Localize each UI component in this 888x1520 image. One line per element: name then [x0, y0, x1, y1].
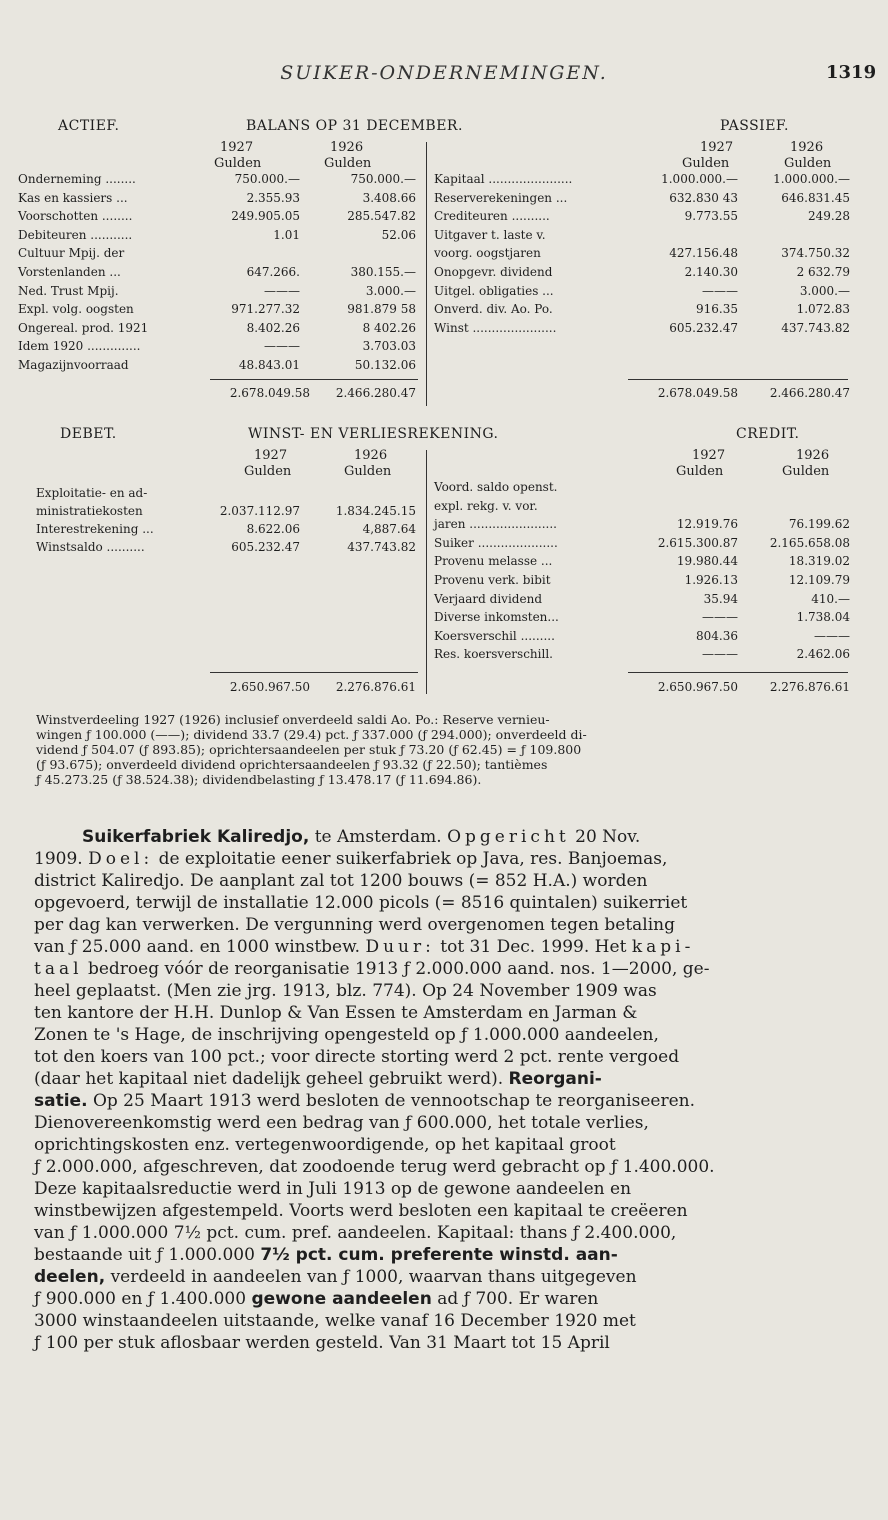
row-value-1926: 1.834.245.15	[335, 504, 416, 518]
body-line: van ƒ 1.000.000 7½ pct. cum. pref. aandeelen. Kapitaal: thans ƒ 2.400.000,	[34, 1223, 677, 1243]
row-value-1927: 605.232.47	[231, 540, 300, 554]
body-line: heel geplaatst. (Men zie jrg. 1913, blz. 774). Op 24 November 1909 was	[34, 981, 657, 1001]
row-value-1926: 8 402.26	[362, 320, 416, 335]
credit-heading: CREDIT.	[736, 426, 800, 442]
row-value-1927: 427.156.48	[669, 246, 738, 261]
row-value-1927: 2.615.300.87	[657, 535, 738, 550]
row-label: Onderneming ........	[18, 172, 136, 186]
row-value-1926: 76.199.62	[788, 517, 850, 532]
row-label: voorg. oogstjaren	[434, 246, 541, 261]
body-line: Suikerfabriek Kaliredjo, te Amsterdam. Opgericht 20 Nov.	[82, 827, 641, 847]
body-line: ƒ 2.000.000, afgeschreven, dat zoodoende terug werd gebracht op ƒ 1.400.000.	[34, 1157, 715, 1177]
row-value-1926: 1.072.83	[796, 302, 850, 317]
pl-unit-left-a: Gulden	[244, 464, 292, 479]
note-line: Winstverdeeling 1927 (1926) inclusief onverdeeld saldi Ao. Po.: Reserve vernieu-	[36, 712, 550, 727]
row-value-1926: 437.743.82	[781, 320, 850, 335]
row-label: Res. koersverschill.	[434, 647, 553, 662]
note-line: vidend ƒ 504.07 (ƒ 893.85); oprichtersaandeelen per stuk ƒ 73.20 (ƒ 62.45) = ƒ 109.800	[36, 742, 582, 757]
profit-distribution-note	[36, 712, 866, 787]
row-value-1926: 410.—	[811, 591, 850, 606]
row-value-1926: 285.547.82	[347, 209, 416, 224]
row-label: Uitgel. obligaties ...	[434, 283, 554, 298]
row-value-1926: 646.831.45	[781, 190, 850, 205]
row-value-1927: 9.773.55	[684, 209, 738, 224]
row-value-1926: 3.408.66	[362, 190, 416, 205]
row-value-1926: 437.743.82	[347, 540, 416, 554]
row-value-1926: 1.000.000.—	[773, 172, 850, 186]
pl-unit-right-b: Gulden	[782, 464, 830, 479]
row-label: Suiker .....................	[434, 535, 558, 550]
unit-left-b: Gulden	[324, 156, 372, 171]
row-value-1927: ———	[264, 283, 300, 298]
row-value-1927: 8.622.06	[246, 522, 300, 536]
row-label: Exploitatie- en ad-	[36, 486, 148, 500]
row-label: Magazijnvoorraad	[18, 358, 129, 372]
row-label: Cultuur Mpij. der	[18, 246, 125, 261]
row-value-1926: 2.165.658.08	[769, 535, 850, 550]
year-1926-left: 1926	[330, 140, 364, 155]
row-label: Ongereal. prod. 1921	[18, 320, 149, 335]
debet-heading: DEBET.	[60, 426, 117, 442]
balance-right-total-rule	[628, 379, 848, 380]
credit-total-1926: 2.276.876.61	[769, 680, 850, 694]
row-value-1926: 374.750.32	[781, 246, 850, 261]
row-value-1926: 18.319.02	[788, 554, 850, 569]
body-line: winstbewijzen afgestempeld. Voorts werd besloten een kapitaal te creëeren	[34, 1201, 688, 1221]
body-line: per dag kan verwerken. De vergunning werd overgenomen tegen betaling	[34, 915, 676, 935]
body-line: (daar het kapitaal niet dadelijk geheel gebruikt werd). Reorgani-	[34, 1069, 602, 1089]
row-value-1927: 916.35	[696, 302, 738, 317]
row-value-1927: 2.140.30	[684, 265, 738, 279]
row-value-1926: 3.000.—	[365, 283, 416, 298]
row-label: Vorstenlanden ...	[18, 265, 121, 279]
pl-year-1926-right: 1926	[796, 448, 830, 463]
body-line: tot den koers van 100 pct.; voor directe storting werd 2 pct. rente vergoed	[34, 1047, 680, 1067]
row-value-1927: 1.926.13	[684, 573, 738, 587]
row-value-1927: ———	[702, 647, 738, 662]
body-line: 1909. Doel: de exploitatie eener suikerfabriek op Java, res. Banjoemas,	[34, 849, 668, 869]
row-value-1927: 249.905.05	[231, 209, 300, 224]
running-header-title: SUIKER-ONDERNEMINGEN.	[280, 62, 608, 84]
balance-title: BALANS OP 31 DECEMBER.	[246, 118, 463, 134]
row-value-1926: 3.703.03	[362, 339, 416, 354]
balance-left-total-rule	[210, 379, 418, 380]
note-line: (ƒ 93.675); onverdeeld dividend oprichtersaandeelen ƒ 93.32 (ƒ 22.50); tantièmes	[36, 757, 548, 772]
actief-total-1926: 2.466.280.47	[335, 386, 416, 400]
row-value-1927: 1.01	[273, 227, 300, 242]
page-number: 1319	[826, 62, 877, 83]
row-value-1927: 8.402.26	[246, 320, 300, 335]
pl-divider	[426, 450, 427, 694]
row-value-1926: 750.000.—	[350, 172, 416, 186]
row-label: Idem 1920 ..............	[18, 339, 141, 354]
row-value-1926: 52.06	[381, 227, 416, 242]
company-description	[34, 826, 864, 1354]
row-label: ministratiekosten	[36, 504, 143, 518]
unit-right-a: Gulden	[682, 156, 730, 171]
pl-unit-left-b: Gulden	[344, 464, 392, 479]
row-value-1926: 3.000.—	[799, 283, 850, 298]
row-value-1927: 35.94	[703, 591, 738, 606]
body-line: Zonen te 's Hage, de inschrijving opengesteld op ƒ 1.000.000 aandeelen,	[34, 1025, 659, 1045]
row-value-1926: 50.132.06	[354, 358, 416, 372]
row-label: jaren .......................	[434, 517, 557, 532]
balance-divider	[426, 142, 427, 406]
note-line: ƒ 45.273.25 (ƒ 38.524.38); dividendbelasting ƒ 13.478.17 (ƒ 11.694.86).	[36, 772, 482, 787]
body-line: Dienovereenkomstig werd een bedrag van ƒ 600.000, het totale verlies,	[34, 1113, 649, 1133]
row-label: Onverd. div. Ao. Po.	[434, 302, 553, 317]
row-value-1927: 647.266.	[246, 265, 300, 279]
row-value-1926: 249.28	[808, 209, 850, 224]
pl-left-total-rule	[210, 672, 418, 673]
debet-total-1926: 2.276.876.61	[335, 680, 416, 694]
company-name: Suikerfabriek Kaliredjo,	[82, 827, 310, 847]
row-label: Diverse inkomsten...	[434, 610, 559, 625]
year-1926-right: 1926	[790, 140, 824, 155]
body-line: 3000 winstaandeelen uitstaande, welke vanaf 16 December 1920 met	[34, 1311, 636, 1331]
row-value-1927: ———	[702, 610, 738, 625]
row-value-1927: 12.919.76	[676, 517, 738, 532]
row-label: Uitgaver t. laste v.	[434, 227, 546, 242]
row-label: Onopgevr. dividend	[434, 265, 553, 279]
row-value-1927: 19.980.44	[676, 554, 738, 569]
row-label: Koersverschil .........	[434, 628, 555, 643]
row-value-1927: 750.000.—	[234, 172, 300, 186]
profit-loss-title: WINST- EN VERLIESREKENING.	[248, 426, 499, 442]
credit-total-1927: 2.650.967.50	[657, 680, 738, 694]
row-value-1927: 48.843.01	[238, 358, 300, 372]
body-line: satie. Op 25 Maart 1913 werd besloten de vennootschap te reorganiseeren.	[34, 1091, 695, 1111]
row-label: Provenu verk. bibit	[434, 573, 551, 587]
year-1927-right: 1927	[700, 140, 734, 155]
body-line: bestaande uit ƒ 1.000.000 7½ pct. cum. preferente winstd. aan-	[34, 1245, 618, 1265]
pl-right-total-rule	[628, 672, 848, 673]
unit-right-b: Gulden	[784, 156, 832, 171]
row-label: Voorschotten ........	[18, 209, 133, 224]
body-line: taal bedroeg vóór de reorganisatie 1913 ƒ 2.000.000 aand. nos. 1—2000, ge-	[34, 959, 710, 979]
year-1927-left: 1927	[220, 140, 254, 155]
passief-total-1926: 2.466.280.47	[769, 386, 850, 400]
row-label: Ned. Trust Mpij.	[18, 283, 119, 298]
actief-heading: ACTIEF.	[58, 118, 120, 134]
body-line: oprichtingskosten enz. vertegenwoordigende, op het kapitaal groot	[34, 1135, 616, 1155]
row-label: Winst ......................	[434, 320, 557, 335]
row-value-1926: 380.155.—	[350, 265, 416, 279]
pl-year-1927-right: 1927	[692, 448, 726, 463]
row-label: Provenu melasse ...	[434, 554, 553, 569]
row-value-1927: 2.355.93	[246, 190, 300, 205]
pl-year-1926-left: 1926	[354, 448, 388, 463]
body-line: van ƒ 25.000 aand. en 1000 winstbew. Duur: tot 31 Dec. 1999. Het kapi-	[34, 937, 695, 957]
row-value-1926: 981.879 58	[347, 302, 416, 317]
row-value-1927: 804.36	[696, 628, 738, 643]
note-line: wingen ƒ 100.000 (——); dividend 33.7 (29.4) pct. ƒ 337.000 (ƒ 294.000); onverdeeld di-	[36, 727, 587, 742]
body-line: ƒ 900.000 en ƒ 1.400.000 gewone aandeelen ad ƒ 700. Er waren	[34, 1289, 599, 1309]
body-line: ten kantore der H.H. Dunlop & Van Essen te Amsterdam en Jarman &	[34, 1003, 638, 1023]
passief-heading: PASSIEF.	[720, 118, 789, 134]
row-label: Reserverekeningen ...	[434, 190, 568, 205]
row-label: Expl. volg. oogsten	[18, 302, 134, 317]
pl-year-1927-left: 1927	[254, 448, 288, 463]
debet-total-1927: 2.650.967.50	[229, 680, 310, 694]
row-value-1926: 1.738.04	[796, 610, 850, 625]
row-value-1927: 971.277.32	[231, 302, 300, 317]
row-label: Kas en kassiers ...	[18, 190, 128, 205]
row-label: Kapitaal ......................	[434, 172, 573, 186]
row-value-1926: 2 632.79	[796, 265, 850, 279]
row-label: Winstsaldo ..........	[36, 540, 145, 554]
row-label: Debiteuren ...........	[18, 227, 133, 242]
row-value-1927: 632.830 43	[669, 190, 738, 205]
unit-left-a: Gulden	[214, 156, 262, 171]
row-value-1926: ———	[814, 628, 850, 643]
row-value-1926: 4,887.64	[362, 522, 416, 536]
actief-total-1927: 2.678.049.58	[229, 386, 310, 400]
body-line: opgevoerd, terwijl de installatie 12.000 picols (= 8516 quintalen) suikerriet	[34, 893, 688, 913]
row-value-1927: ———	[264, 339, 300, 354]
body-line: district Kaliredjo. De aanplant zal tot 1200 bouws (= 852 H.A.) worden	[34, 871, 648, 891]
row-value-1926: 12.109.79	[788, 573, 850, 587]
pl-unit-right-a: Gulden	[676, 464, 724, 479]
body-line: Deze kapitaalsreductie werd in Juli 1913 op de gewone aandeelen en	[34, 1179, 632, 1199]
row-value-1927: 605.232.47	[669, 320, 738, 335]
passief-total-1927: 2.678.049.58	[657, 386, 738, 400]
row-label: Crediteuren ..........	[434, 209, 550, 224]
row-label: Interestrekening ...	[36, 522, 154, 536]
row-value-1926: 2.462.06	[796, 647, 850, 662]
row-label: expl. rekg. v. vor.	[434, 498, 538, 513]
body-line: ƒ 100 per stuk aflosbaar werden gesteld. Van 31 Maart tot 15 April	[34, 1333, 610, 1353]
row-label: Verjaard dividend	[434, 591, 542, 606]
row-value-1927: ———	[702, 283, 738, 298]
row-label: Voord. saldo openst.	[434, 480, 558, 494]
body-line: deelen, verdeeld in aandeelen van ƒ 1000, waarvan thans uitgegeven	[34, 1267, 637, 1287]
row-value-1927: 1.000.000.—	[661, 172, 738, 186]
row-value-1927: 2.037.112.97	[219, 504, 300, 518]
